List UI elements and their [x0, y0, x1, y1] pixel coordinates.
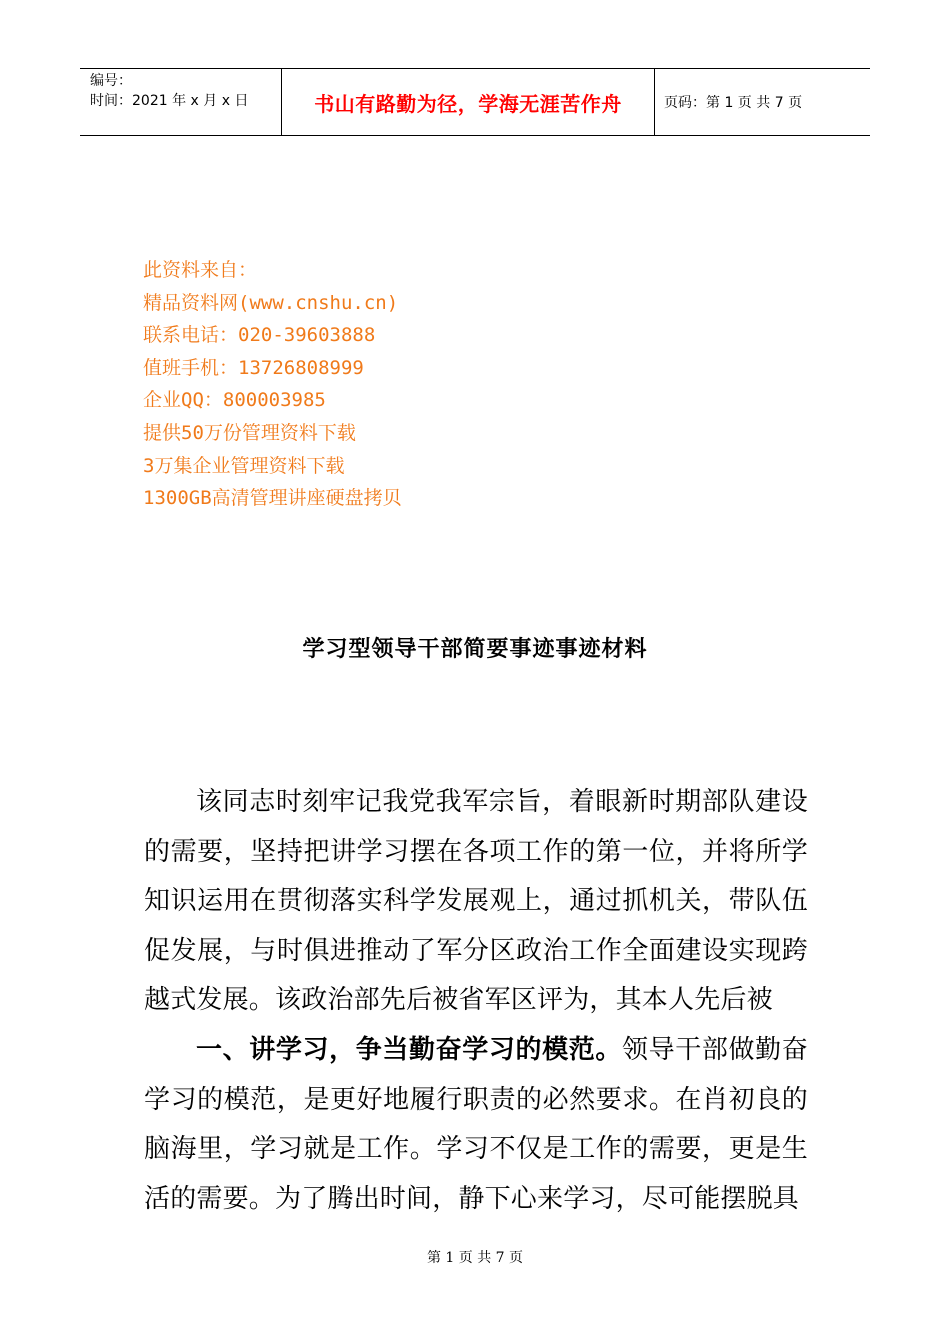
header-page-info: 页码：第 1 页 共 7 页: [664, 95, 803, 111]
section-heading: 一、讲学习，争当勤奋学习的模范。: [196, 1034, 623, 1065]
date-text: 时间：2021 年 x 月 x 日: [90, 93, 249, 109]
source-line: 此资料来自：: [143, 259, 258, 281]
source-line: 3万集企业管理资料下载: [143, 454, 345, 477]
source-line: 企业QQ：800003985: [143, 389, 326, 412]
body-paragraph: 该同志时刻牢记我党我军宗旨，着眼新时期部队建设的需要，坚持把讲学习摆在各项工作的第一位，并将所学知识运用在贯彻落实科学发展观上，通过抓机关，带队伍促发展，与时俱进推动了军分区政治工作全面建设实现跨越式发展。该政治部先后被省军区评为，其本人先后被: [144, 787, 808, 1016]
number-label: 编号：: [90, 73, 132, 89]
source-line: 提供50万份管理资料下载: [143, 421, 356, 444]
page-footer: 第 1 页 共 7 页: [426, 1250, 524, 1266]
document-title: 学习型领导干部简要事迹事迹材料: [302, 636, 648, 662]
source-line: 精品资料网(www.cnshu.cn): [143, 291, 399, 314]
section-text: 领导干部做勤奋学习的模范，是更好地履行职责的必然要求。在肖初良的脑海里，学习就是工作。学习不仅是工作的需要，更是生活的需要。为了腾出时间，静下心来学习，尽可能摆脱具: [144, 1034, 808, 1214]
source-line: 联系电话：020-39603888: [143, 324, 376, 347]
source-line: 值班手机：13726808999: [143, 356, 364, 379]
document-body: [144, 778, 808, 1224]
header-motto-cell: [282, 69, 655, 135]
document-header: [80, 68, 870, 136]
header-motto: 书山有路勤为径，学海无涯苦作舟: [314, 91, 622, 116]
source-info-block: [143, 254, 402, 515]
body-paragraph: [144, 1026, 808, 1224]
header-page-cell: [655, 69, 870, 135]
header-meta-cell: [80, 69, 282, 135]
source-line: 1300GB高清管理讲座硬盘拷贝: [143, 487, 402, 510]
